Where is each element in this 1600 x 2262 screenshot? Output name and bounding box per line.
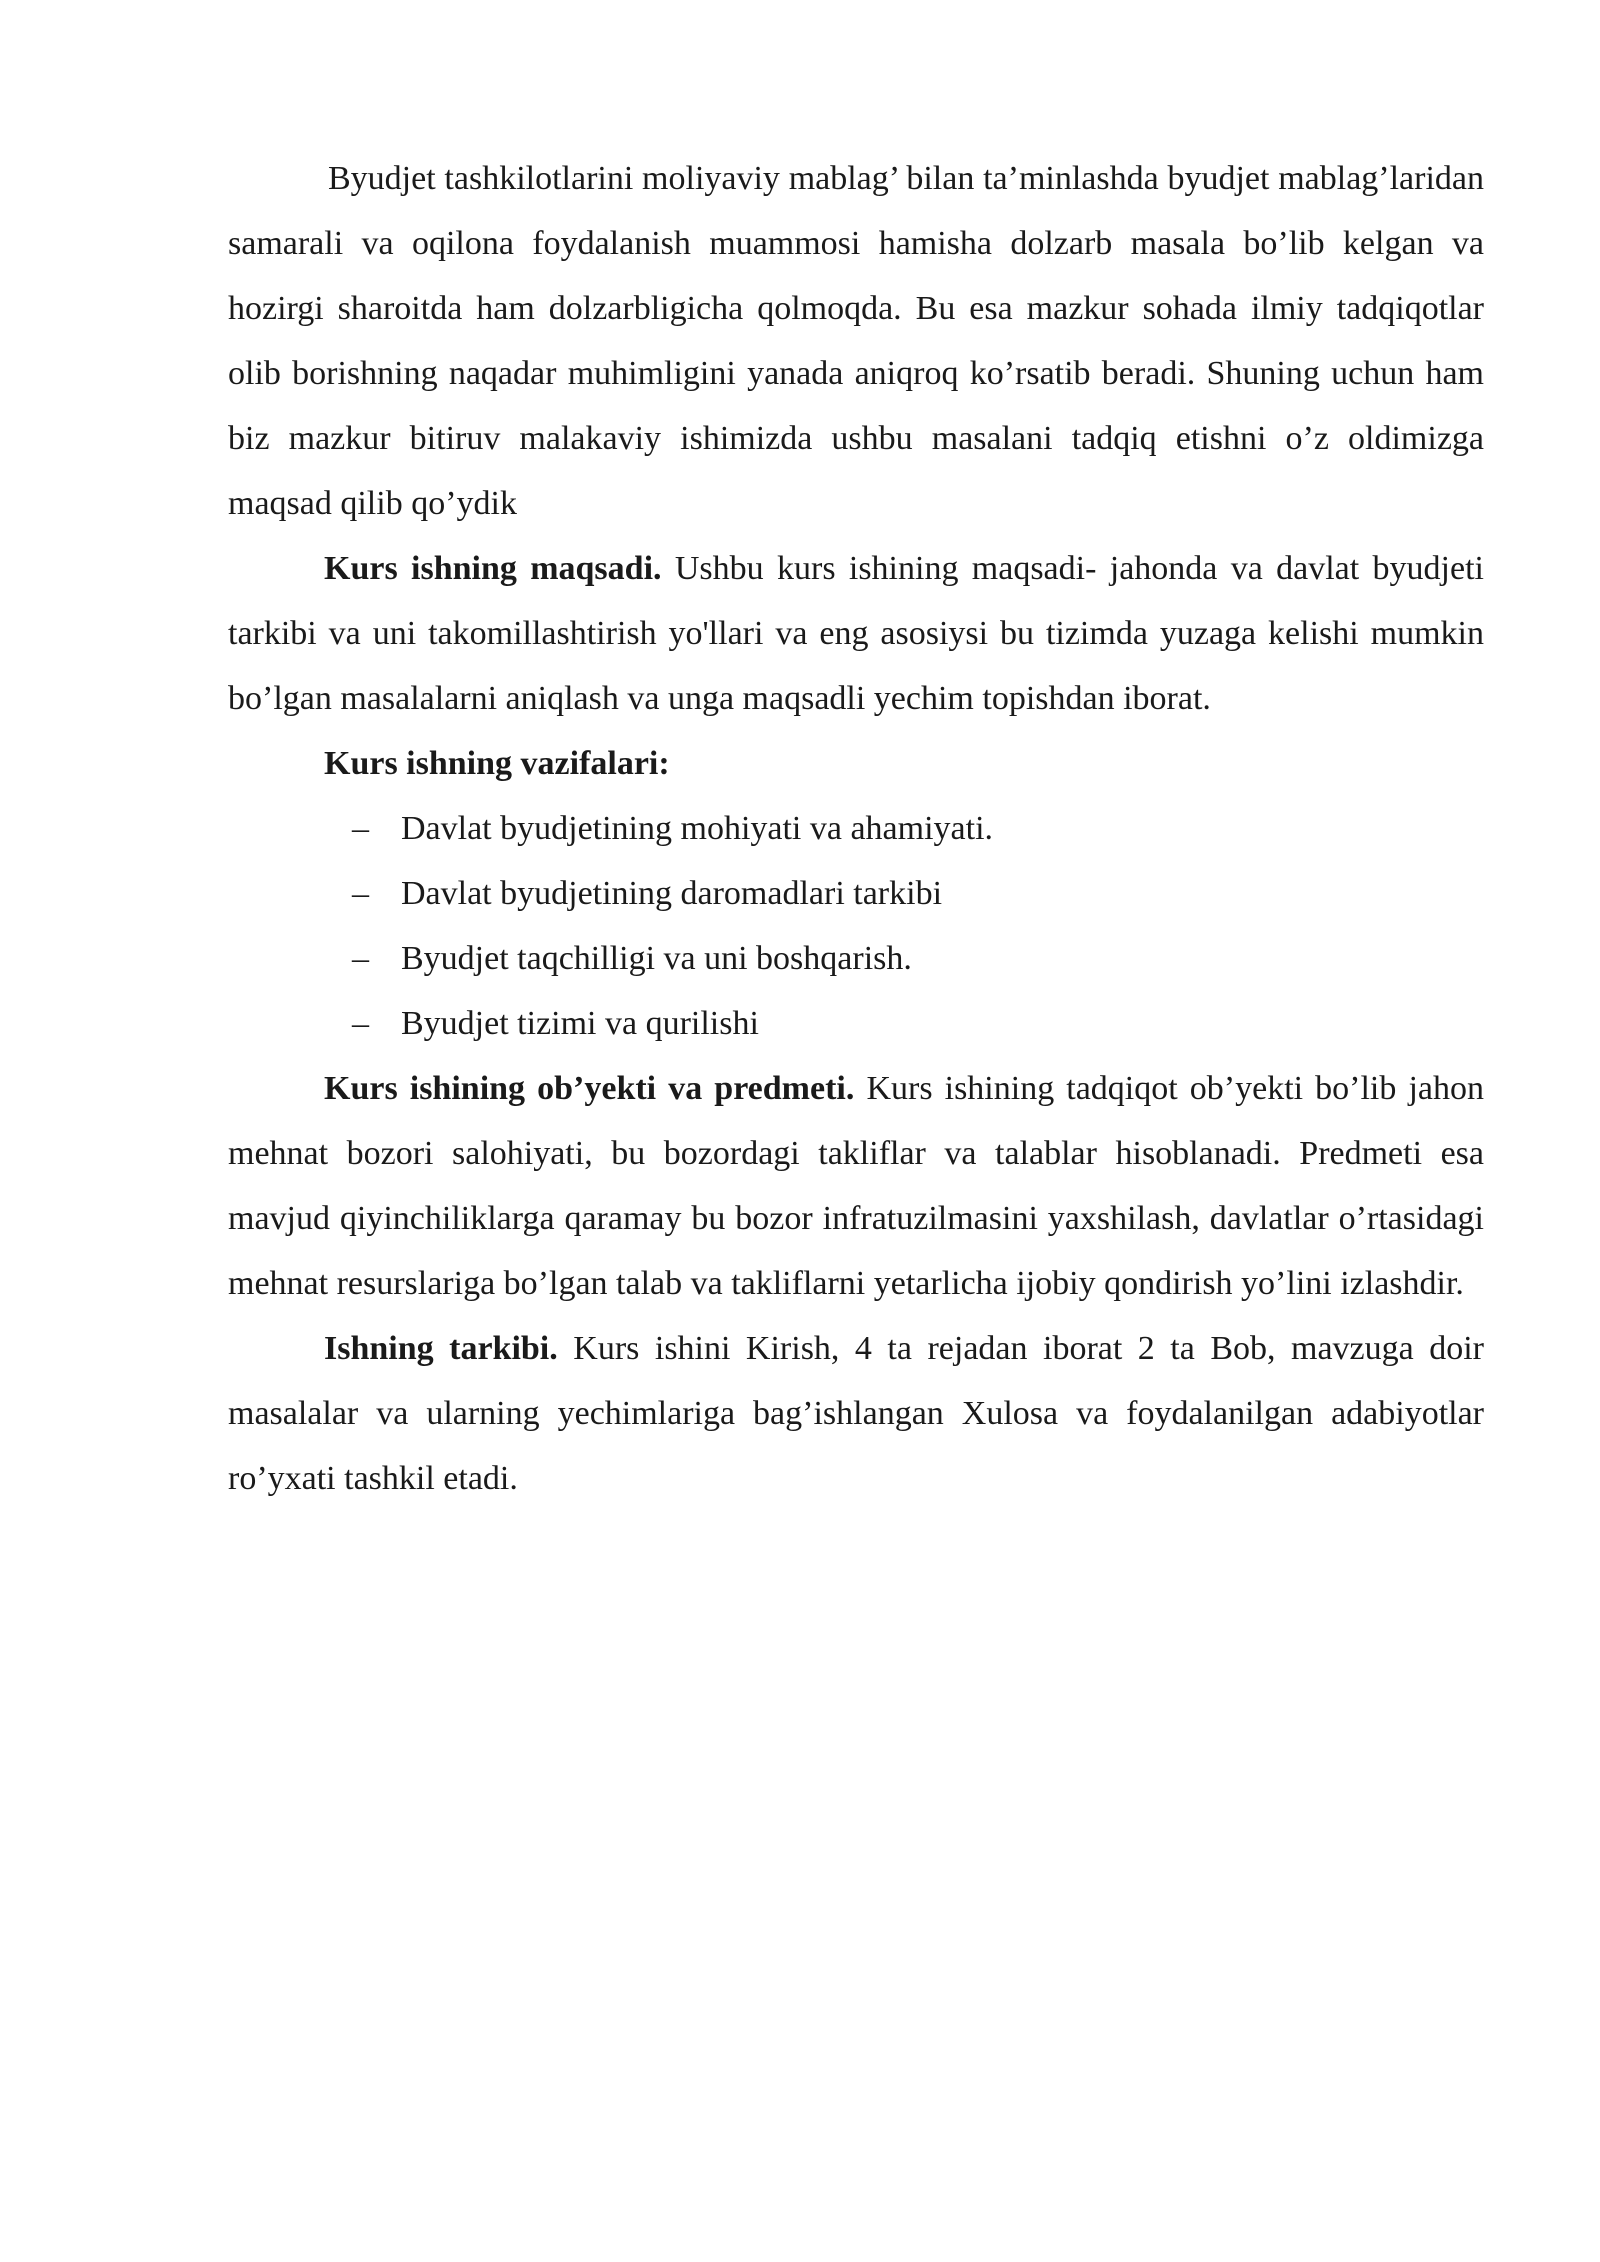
object-paragraph — [228, 1056, 1484, 1316]
goal-text: Ushbu kurs ishining maqsadi- jahonda va davlat byudjeti tarkibi va uni takomillashtirish yo'llari va eng asosiysi bu tizimda yuzaga kelishi mumkin bo’lgan masalalarni aniqlash va unga maqsadli yechim topishdan iborat. — [228, 550, 1484, 717]
document-page — [228, 146, 1484, 1511]
structure-paragraph — [228, 1316, 1484, 1511]
goal-paragraph — [228, 536, 1484, 731]
intro-paragraph: Byudjet tashkilotlarini moliyaviy mablag’ bilan ta’minlashda byudjet mablag’laridan samarali va oqilona foydalanish muammosi hamisha dolzarb masala bo’lib kelgan va hozirgi sharoitda ham dolzarbligicha qolmoqda. Bu esa mazkur sohada ilmiy tadqiqotlar olib borishning naqadar muhimligini yanada aniqroq ko’rsatib beradi. Shuning uchun ham biz mazkur bitiruv malakaviy ishimizda ushbu masalani tadqiq etishni o’z oldimizga maqsad qilib qo’ydik — [228, 160, 1484, 522]
list-item — [228, 991, 1484, 1056]
list-item-text: Byudjet tizimi va qurilishi — [401, 1005, 759, 1042]
list-item-text: Davlat byudjetining mohiyati va ahamiyati. — [401, 810, 994, 847]
tasks-heading: Kurs ishning vazifalari: — [324, 745, 670, 782]
goal-heading: Kurs ishning maqsadi. — [324, 550, 662, 587]
dash-bullet: – — [352, 1005, 369, 1042]
list-item — [228, 926, 1484, 991]
dash-bullet: – — [352, 810, 369, 847]
dash-bullet: – — [352, 875, 369, 912]
structure-text: Kurs ishini Kirish, 4 ta rejadan iborat 2 ta Bob, mavzuga doir masalalar va ularning yechimlariga bag’ishlangan Xulosa va foydalanilgan adabiyotlar ro’yxati tashkil etadi. — [228, 1330, 1485, 1497]
object-heading: Kurs ishining ob’yekti va predmeti. — [324, 1070, 855, 1107]
list-item — [228, 861, 1484, 926]
list-item-text: Davlat byudjetining daromadlari tarkibi — [401, 875, 943, 912]
tasks-heading-paragraph — [228, 731, 1484, 796]
structure-heading: Ishning tarkibi. — [324, 1330, 558, 1367]
list-item — [228, 796, 1484, 861]
dash-bullet: – — [352, 940, 369, 977]
list-item-text: Byudjet taqchilligi va uni boshqarish. — [401, 940, 912, 977]
object-text: Kurs ishining tadqiqot ob’yekti bo’lib jahon mehnat bozori salohiyati, bu bozordagi takliflar va talablar hisoblanadi. Predmeti esa mavjud qiyinchiliklarga qaramay bu bozor infratuzilmasini yaxshilash, davlatlar o’rtasidagi mehnat resurslariga bo’lgan talab va takliflarni yetarlicha ijobiy qondirish yo’lini izlashdir. — [228, 1070, 1484, 1302]
tasks-list — [228, 796, 1484, 1056]
